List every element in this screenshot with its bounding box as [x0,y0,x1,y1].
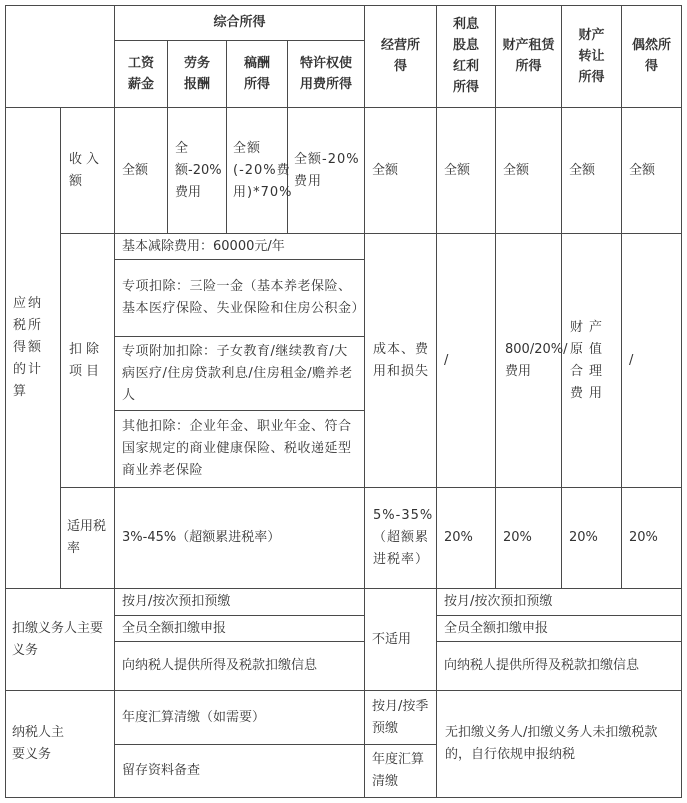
header-interest: 利息股息红利所得 [437,5,496,108]
taxpayer-business-1: 按月/按季预缴 [365,691,437,745]
withholding-right-1: 按月/按次预扣预缴 [437,589,682,616]
rate-business: 5%-35%（超额累进税率） [365,488,437,589]
income-label: 收入额 [61,108,115,234]
income-wage: 全额 [115,108,168,234]
deduction-transfer: 财产原值合理费用 [562,234,622,488]
section-calc-label: 应纳税所得额的计算 [5,108,61,589]
withholding-label: 扣缴义务人主要义务 [5,589,115,691]
taxpayer-right: 无扣缴义务人/扣缴义务人未扣缴税款的，自行依规申报纳税 [437,691,682,798]
header-business: 经营所得 [365,5,437,108]
rate-composite: 3%-45%（超额累进税率） [115,488,365,589]
deduction-basic: 基本减除费用：60000元/年 [115,234,365,260]
withholding-left-2: 全员全额扣缴申报 [115,616,365,642]
rate-transfer: 20% [562,488,622,589]
header-manuscript: 稿酬所得 [227,41,288,108]
income-manuscript: 全额(-20%费用)*70% [227,108,288,234]
income-business: 全额 [365,108,437,234]
deduction-incidental: / [622,234,682,488]
deduction-special: 专项扣除：三险一金（基本养老保险、基本医疗保险、失业保险和住房公积金） [115,260,365,337]
withholding-business: 不适用 [365,589,437,691]
taxpayer-left-2: 留存资料备查 [115,745,365,798]
withholding-left-1: 按月/按次预扣预缴 [115,589,365,616]
taxpayer-business-2: 年度汇算清缴 [365,745,437,798]
deduction-lease: 800/20%/费用 [496,234,562,488]
deduction-special-additional: 专项附加扣除：子女教育/继续教育/大病医疗/住房贷款利息/住房租金/赡养老人 [115,337,365,411]
withholding-left-3: 向纳税人提供所得及税款扣缴信息 [115,642,365,691]
taxpayer-left-1: 年度汇算清缴（如需要） [115,691,365,745]
rate-incidental: 20% [622,488,682,589]
taxpayer-label: 纳税人主要义务 [5,691,115,798]
income-labor: 全额-20%费用 [168,108,227,234]
withholding-right-2: 全员全额扣缴申报 [437,616,682,642]
deduction-business: 成本、费用和损失 [365,234,437,488]
rate-lease: 20% [496,488,562,589]
income-lease: 全额 [496,108,562,234]
withholding-right-3: 向纳税人提供所得及税款扣缴信息 [437,642,682,691]
header-franchise: 特许权使用费所得 [288,41,365,108]
header-incidental: 偶然所得 [622,5,682,108]
header-wage: 工资薪金 [115,41,168,108]
corner-cell [5,5,115,108]
income-franchise: 全额-20%费用 [288,108,365,234]
deduction-label: 扣除项目 [61,234,115,488]
rate-label: 适用税率 [61,488,115,589]
header-lease: 财产租赁所得 [496,5,562,108]
header-labor: 劳务报酬 [168,41,227,108]
header-transfer: 财产转让所得 [562,5,622,108]
income-transfer: 全额 [562,108,622,234]
deduction-other: 其他扣除：企业年金、职业年金、符合国家规定的商业健康保险、税收递延型商业养老保险 [115,411,365,488]
header-composite: 综合所得 [115,5,365,41]
deduction-interest: / [437,234,496,488]
income-incidental: 全额 [622,108,682,234]
income-interest: 全额 [437,108,496,234]
rate-interest: 20% [437,488,496,589]
